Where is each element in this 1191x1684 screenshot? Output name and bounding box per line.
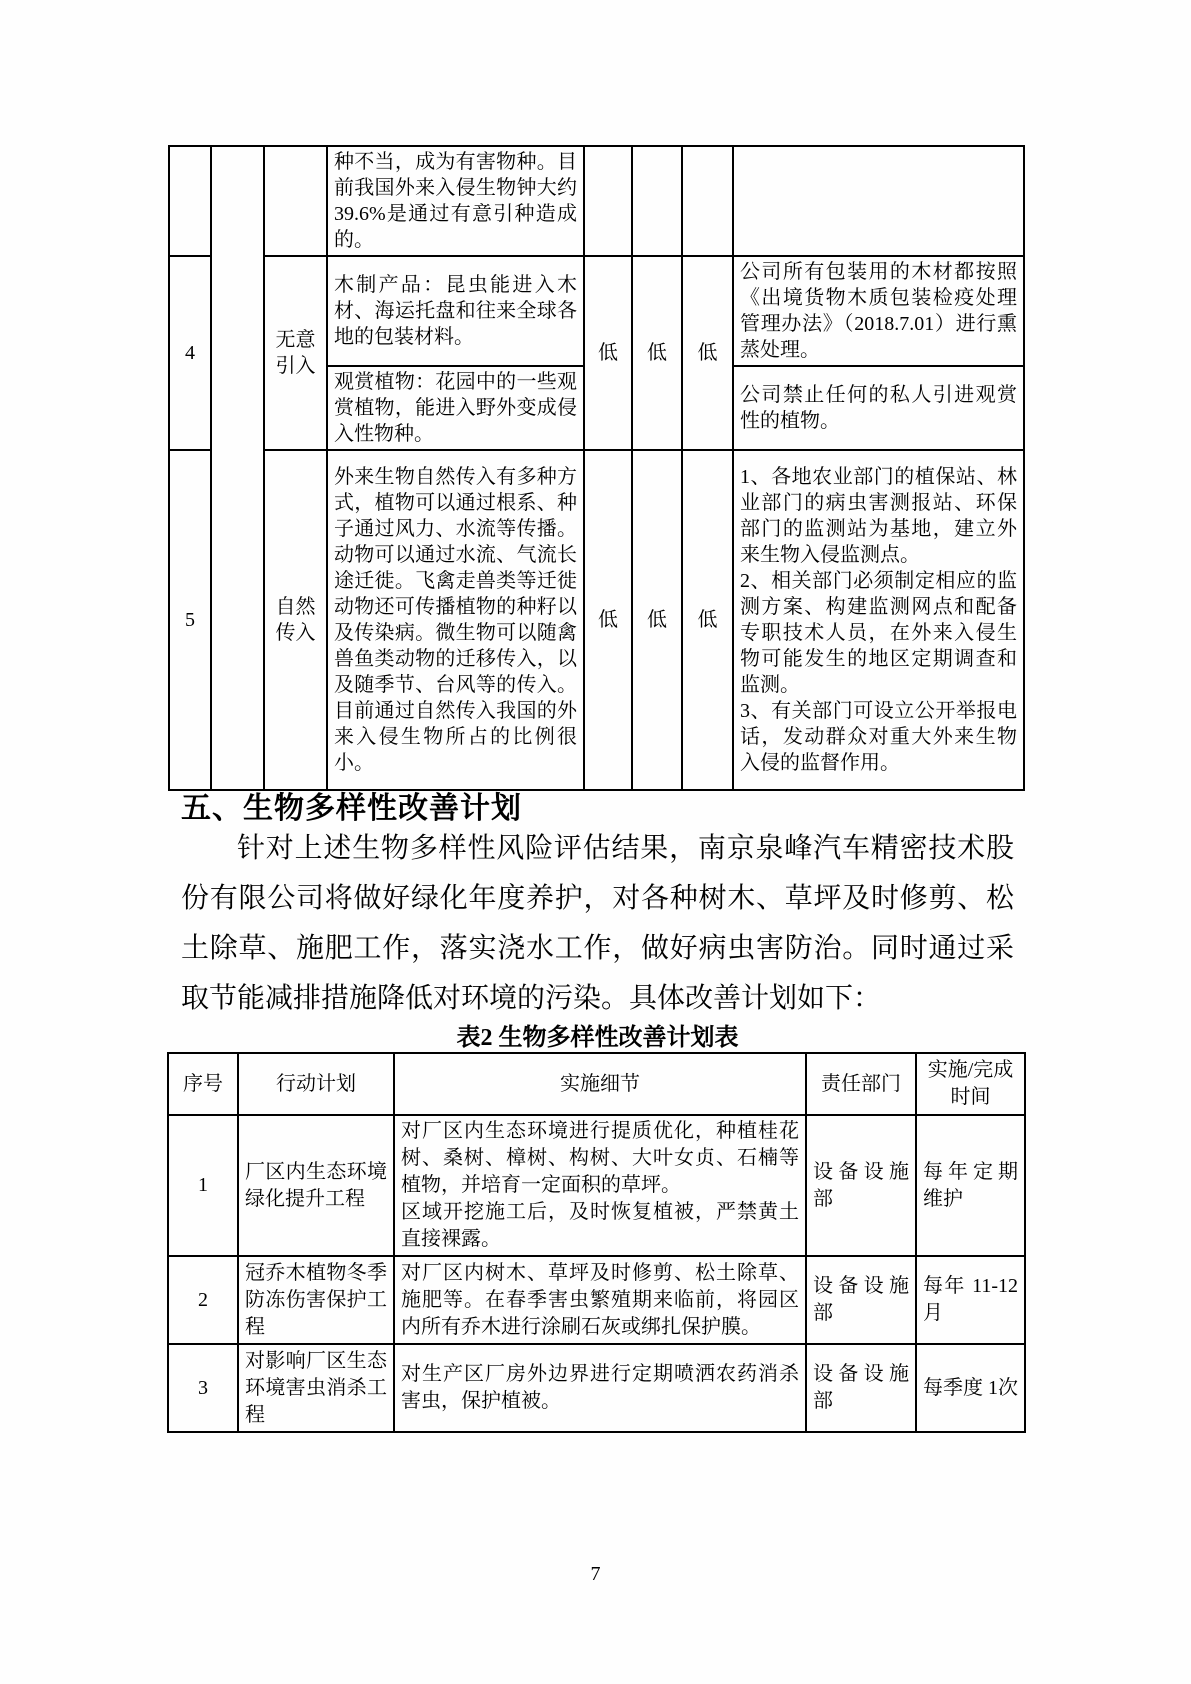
- plan2-details-paragraph-1: 对厂区内树木、草坪及时修剪、松土除草、施肥等。在春季害虫繁殖期来临前，将园区内所有乔木进行涂刷石灰或绑扎保护膜。: [401, 1261, 799, 1338]
- risk-row-3-continued: [169, 146, 1024, 256]
- cell-row4-level-2: 低: [632, 256, 682, 450]
- plan-row-2: [168, 1256, 1025, 1344]
- cell-level-empty-2: [632, 146, 682, 256]
- header-action: 行动计划: [238, 1053, 394, 1115]
- cell-plan1-schedule: 每年定期维护: [916, 1115, 1025, 1256]
- cell-seq-empty: [169, 146, 211, 256]
- cell-plan2-details: [394, 1256, 806, 1344]
- cell-plan1-details: [394, 1115, 806, 1256]
- cell-category-merged-empty: [211, 146, 264, 790]
- header-seq: 序号: [168, 1053, 238, 1115]
- row5-measure-item-3: 3、有关部门可设立公开举报电话，发动群众对重大外来生物入侵的监督作用。: [740, 700, 1017, 774]
- cell-row5-measures: [733, 450, 1024, 790]
- cell-row5-level-2: 低: [632, 450, 682, 790]
- row5-measure-item-1: 1、各地农业部门的植保站、林业部门的病虫害测报站、环保部门的监测站为基地，建立外来生物入侵监测点。: [740, 466, 1017, 566]
- cell-plan1-department: 设备设施部: [806, 1115, 916, 1256]
- cell-plan1-seq: 1: [168, 1115, 238, 1256]
- cell-plan2-action: 冠乔木植物冬季防冻伤害保护工程: [238, 1256, 394, 1344]
- cell-plan3-details: [394, 1344, 806, 1432]
- section-heading: 五、生物多样性改善计划: [181, 792, 522, 825]
- cell-row5-description: [327, 450, 584, 790]
- cell-row5-level-1: 低: [584, 450, 632, 790]
- cell-row4-sub2-description: [327, 366, 584, 450]
- row4-sub2-measure-text: 公司禁止任何的私人引进观赏性的植物。: [740, 384, 1017, 432]
- cell-pathway-empty: [264, 146, 327, 256]
- row5-measure-item-2: 2、相关部门必须制定相应的监测方案、构建监测网点和配备专职技术人员，在外来入侵生物可能发生的地区定期调查和监测。: [740, 570, 1017, 696]
- row4-sub1-measure-text: 公司所有包装用的木材都按照《出境货物木质包装检疫处理管理办法》（2018.7.01）进行熏蒸处理。: [740, 261, 1017, 361]
- cell-measure-empty: [733, 146, 1024, 256]
- cell-row4-level-3: 低: [682, 256, 733, 450]
- plan-header-row: [168, 1053, 1025, 1115]
- intro-paragraph: 针对上述生物多样性风险评估结果，南京泉峰汽车精密技术股份有限公司将做好绿化年度养护，对各种树木、草坪及时修剪、松土除草、施肥工作，落实浇水工作，做好病虫害防治。同时通过采取节能减排措施降低对环境的污染。具体改善计划如下：: [181, 833, 1014, 1014]
- cell-plan2-schedule: 每年 11-12月: [916, 1256, 1025, 1344]
- header-details: 实施细节: [394, 1053, 806, 1115]
- cell-row5-pathway: 自然传入: [264, 450, 327, 790]
- row4-sub1-description-text: 木制产品：昆虫能进入木材、海运托盘和往来全球各地的包装材料。: [334, 274, 577, 348]
- cell-plan2-department: 设备设施部: [806, 1256, 916, 1344]
- cell-row4-sub1-description: [327, 256, 584, 366]
- row3-description-text: 种不当，成为有害物种。目前我国外来入侵生物钟大约 39.6%是通过有意引种造成的。: [334, 151, 577, 251]
- cell-row4-seq: 4: [169, 256, 211, 450]
- table2-caption: 表2 生物多样性改善计划表: [456, 1025, 739, 1051]
- cell-row4-level-1: 低: [584, 256, 632, 450]
- risk-row-5: [169, 450, 1024, 790]
- page-number: 7: [590, 1563, 601, 1585]
- cell-row5-level-3: 低: [682, 450, 733, 790]
- cell-row4-sub2-measure: [733, 366, 1024, 450]
- cell-level-empty-1: [584, 146, 632, 256]
- risk-row-4a: [169, 256, 1024, 366]
- cell-plan1-action: 厂区内生态环境绿化提升工程: [238, 1115, 394, 1256]
- risk-assessment-table: [168, 145, 1025, 791]
- cell-row4-pathway: 无意引入: [264, 256, 327, 450]
- row4-sub2-description-text: 观赏植物：花园中的一些观赏植物，能进入野外变成侵入性物种。: [334, 371, 577, 445]
- plan3-details-paragraph-1: 对生产区厂房外边界进行定期喷洒农药消杀害虫，保护植被。: [401, 1363, 799, 1412]
- cell-row5-seq: 5: [169, 450, 211, 790]
- cell-row3-description: [327, 146, 584, 256]
- cell-plan3-department: 设备设施部: [806, 1344, 916, 1432]
- plan-row-3: [168, 1344, 1025, 1432]
- plan1-details-paragraph-1: 对厂区内生态环境进行提质优化，种植桂花树、桑树、樟树、构树、大叶女贞、石楠等植物，并培育一定面积的草坪。: [401, 1120, 799, 1196]
- cell-plan3-action: 对影响厂区生态环境害虫消杀工程: [238, 1344, 394, 1432]
- row5-description-text: 外来生物自然传入有多种方式，植物可以通过根系、种子通过风力、水流等传播。动物可以通过水流、气流长途迁徙。飞禽走兽类等迁徙动物还可传播植物的种籽以及传染病。微生物可以随禽兽鱼类动物的迁移传入，以及随季节、台风等的传入。目前通过自然传入我国的外来入侵生物所占的比例很小。: [334, 466, 577, 774]
- improvement-plan-table: [167, 1052, 1026, 1433]
- header-schedule: 实施/完成时间: [916, 1053, 1025, 1115]
- plan-row-1: [168, 1115, 1025, 1256]
- plan1-details-paragraph-2: 区域开挖施工后，及时恢复植被，严禁黄土直接裸露。: [401, 1201, 799, 1250]
- cell-row4-sub1-measure: [733, 256, 1024, 366]
- cell-plan3-seq: 3: [168, 1344, 238, 1432]
- header-department: 责任部门: [806, 1053, 916, 1115]
- cell-level-empty-3: [682, 146, 733, 256]
- cell-plan2-seq: 2: [168, 1256, 238, 1344]
- cell-plan3-schedule: 每季度 1次: [916, 1344, 1025, 1432]
